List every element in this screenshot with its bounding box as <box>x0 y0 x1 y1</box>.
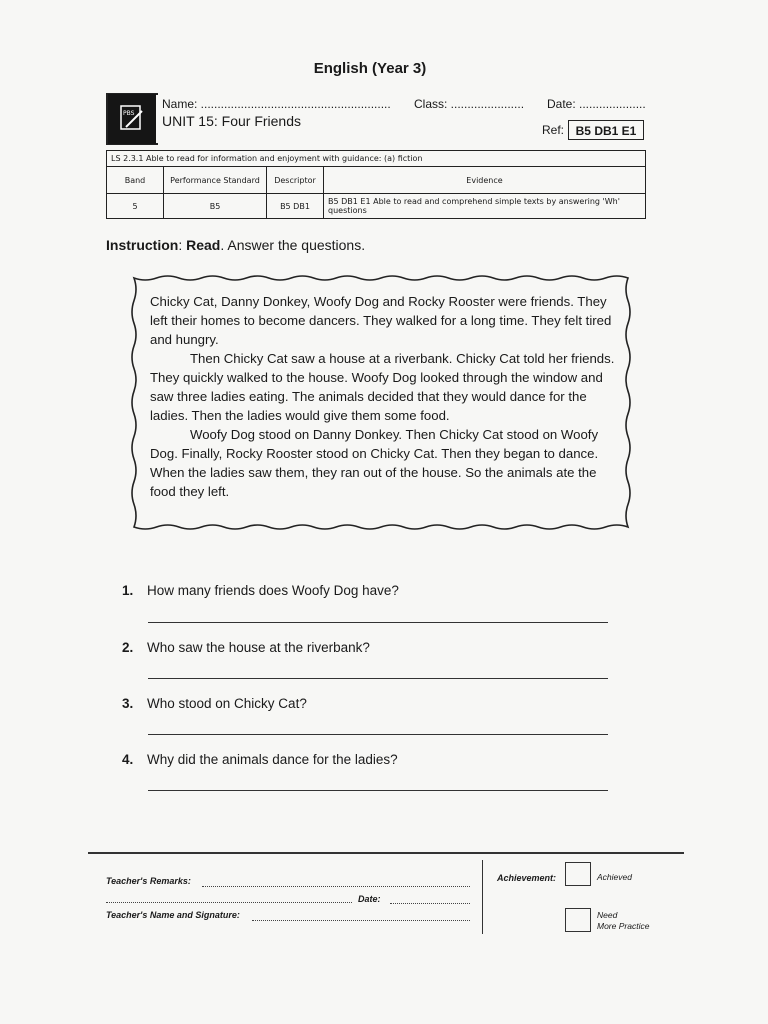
question-3-number: 3. <box>122 696 134 711</box>
instruction-colon: : <box>178 237 187 253</box>
cell-performance-standard: B5 <box>164 194 267 219</box>
answer-line-3[interactable] <box>148 734 608 735</box>
question-4-number: 4. <box>122 752 134 767</box>
achieved-label: Achieved <box>597 872 632 882</box>
pbs-pencil-icon <box>108 94 156 144</box>
signature-line[interactable] <box>252 920 470 921</box>
instruction-read: Read <box>186 237 221 253</box>
question-3-text: Who stood on Chicky Cat? <box>147 696 307 711</box>
story-paragraph-1: Chicky Cat, Danny Donkey, Woofy Dog and Rocky Rooster were friends. They left their homes to become dancers. They walked for a long time. They felt tired and hungry. <box>150 294 612 347</box>
instruction-prefix: Instruction <box>106 237 179 253</box>
name-field: Name: ......................................................... <box>162 97 391 111</box>
need-more-practice-checkbox[interactable] <box>565 908 591 932</box>
header-evidence: Evidence <box>324 167 646 194</box>
header-band: Band <box>107 167 164 194</box>
date-field: Date: .................... <box>547 97 646 111</box>
achievement-label: Achievement: <box>497 873 557 883</box>
class-field: Class: ...................... <box>414 97 525 111</box>
remarks-line-2[interactable] <box>106 902 352 903</box>
more-practice-label: More Practice <box>597 921 650 931</box>
instruction <box>106 237 365 253</box>
question-2-number: 2. <box>122 640 134 655</box>
answer-line-2[interactable] <box>148 678 608 679</box>
learning-standard-text: LS 2.3.1 Able to read for information and enjoyment with guidance: (a) fiction <box>107 151 646 167</box>
teachers-remarks-label: Teacher's Remarks: <box>106 876 191 886</box>
story-paragraph-2: Then Chicky Cat saw a house at a riverbank. Chicky Cat told her friends. They quickly walked to the house. Woofy Dog looked through the window and saw three ladies eating. The animals decided that they would dance for the ladies. Then the ladies would give them some food. <box>150 351 615 423</box>
cell-descriptor: B5 DB1 <box>267 194 324 219</box>
worksheet-title: English (Year 3) <box>313 60 427 77</box>
teachers-remarks-line[interactable] <box>202 886 470 887</box>
story-paragraph-3: Woofy Dog stood on Danny Donkey. Then Chicky Cat stood on Woofy Dog. Finally, Rocky Rooster stood on Chicky Cat. Then they began to dance. When the ladies saw them, they ran out of the house. So the animals ate the food they left. <box>150 427 599 499</box>
question-2-text: Who saw the house at the riverbank? <box>147 640 370 655</box>
signature-label: Teacher's Name and Signature: <box>106 910 240 920</box>
header-descriptor: Descriptor <box>267 167 324 194</box>
question-4-text: Why did the animals dance for the ladies? <box>147 752 398 767</box>
footer-rule <box>88 852 684 854</box>
instruction-rest: . Answer the questions. <box>220 237 366 253</box>
cell-band: 5 <box>107 194 164 219</box>
standards-table <box>106 150 646 219</box>
question-3 <box>122 696 307 711</box>
footer-date-line[interactable] <box>390 903 470 904</box>
question-4 <box>122 752 398 767</box>
answer-line-4[interactable] <box>148 790 608 791</box>
cell-evidence: B5 DB1 E1 Able to read and comprehend simple texts by answering 'Wh' questions <box>324 194 646 219</box>
ref-value: B5 DB1 E1 <box>568 120 644 140</box>
ref-label: Ref: <box>542 123 565 137</box>
question-2 <box>122 640 370 655</box>
achieved-checkbox[interactable] <box>565 862 591 886</box>
question-1-number: 1. <box>122 583 134 598</box>
footer-divider <box>482 860 483 934</box>
question-1-text: How many friends does Woofy Dog have? <box>147 583 399 598</box>
answer-line-1[interactable] <box>148 622 608 623</box>
header-performance-standard: Performance Standard <box>164 167 267 194</box>
question-1 <box>122 583 399 598</box>
footer-date-label: Date: <box>358 894 381 904</box>
need-label: Need <box>597 910 618 920</box>
unit-title: UNIT 15: Four Friends <box>162 113 302 129</box>
story-passage <box>150 292 616 501</box>
svg-text:PBS: PBS <box>123 110 135 117</box>
